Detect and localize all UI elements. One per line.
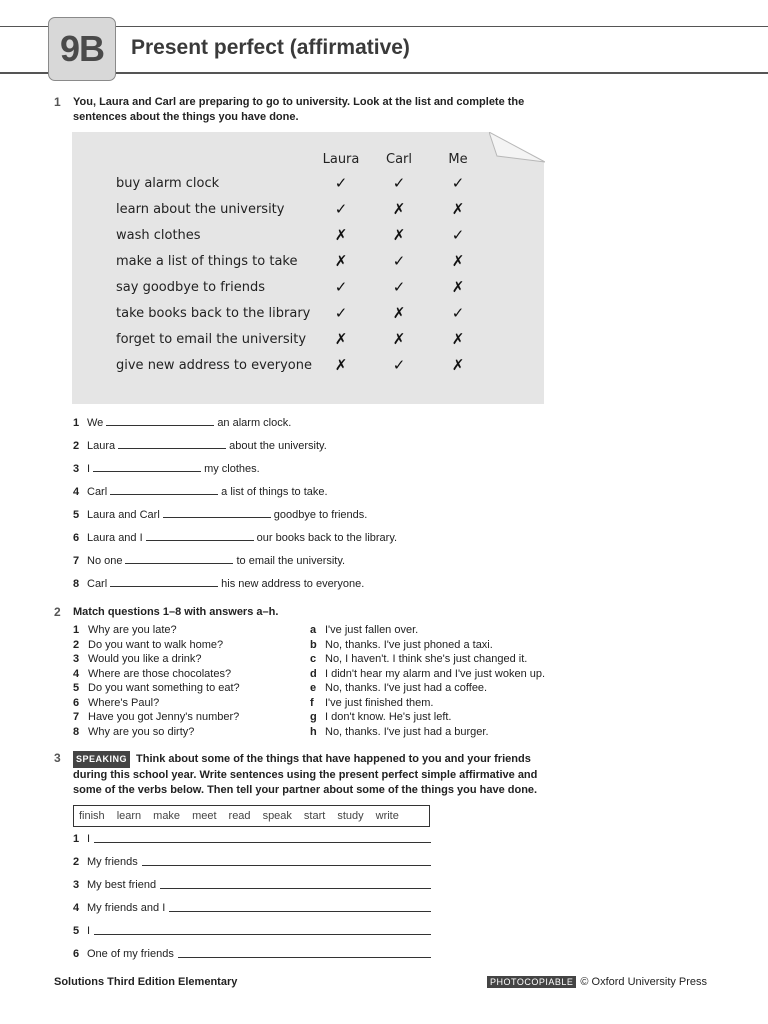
- answer-text: I've just fallen over.: [325, 624, 419, 636]
- item-number: 2: [73, 856, 80, 868]
- copyright-text: © Oxford University Press: [580, 976, 708, 988]
- cross-mark-icon: ✗: [334, 330, 348, 348]
- answer-blank[interactable]: [125, 554, 233, 564]
- question-text: Where are those chocolates?: [88, 667, 232, 680]
- sentence-start: I: [87, 463, 91, 475]
- answer-line[interactable]: [169, 902, 431, 912]
- question-item: [73, 653, 202, 665]
- verb-option: learn: [116, 810, 142, 822]
- answer-item: [310, 697, 434, 709]
- cross-mark-icon: ✗: [451, 252, 465, 270]
- question-number: 3: [73, 653, 80, 665]
- cross-mark-icon: ✗: [334, 356, 348, 374]
- answer-blank[interactable]: [110, 577, 218, 587]
- question-number: 4: [73, 667, 80, 680]
- answer-text: I've just finished them.: [325, 696, 434, 709]
- sentence-start: Carl: [87, 486, 108, 498]
- answer-blank[interactable]: [110, 485, 218, 495]
- answer-letter: h: [310, 725, 317, 738]
- answer-letter: a: [310, 624, 317, 636]
- sentence-end: to email the university.: [236, 555, 346, 567]
- sentence-row: [73, 485, 328, 501]
- question-item: [73, 697, 159, 709]
- exercise-3-number: 3: [54, 751, 61, 765]
- question-number: 5: [73, 682, 80, 694]
- check-mark-icon: ✓: [451, 304, 465, 322]
- sentence-end: his new address to everyone.: [221, 578, 365, 590]
- answer-blank[interactable]: [146, 531, 254, 541]
- cross-mark-icon: ✗: [334, 252, 348, 270]
- answer-letter: b: [310, 638, 317, 651]
- cross-mark-icon: ✗: [392, 226, 406, 244]
- answer-letter: g: [310, 711, 317, 723]
- verb-option: speak: [262, 810, 292, 822]
- check-mark-icon: ✓: [392, 252, 406, 270]
- question-item: [73, 624, 177, 636]
- check-mark-icon: ✓: [334, 200, 348, 218]
- answer-item: [310, 624, 418, 636]
- sentence-end: our books back to the library.: [256, 532, 398, 544]
- question-text: Do you want something to eat?: [88, 682, 240, 694]
- answer-text: I don't know. He's just left.: [325, 711, 452, 723]
- column-header-laura: Laura: [322, 152, 360, 167]
- answer-item: [310, 653, 527, 665]
- line-start: My best friend: [87, 879, 157, 891]
- sentence-start: Laura and Carl: [87, 509, 160, 521]
- question-number: 7: [73, 711, 80, 723]
- item-number: 6: [73, 532, 80, 544]
- writing-line: [73, 879, 431, 891]
- answer-line[interactable]: [178, 948, 431, 958]
- cross-mark-icon: ✗: [392, 200, 406, 218]
- exercise-2-number: 2: [54, 605, 61, 619]
- cross-mark-icon: ✗: [451, 200, 465, 218]
- question-item: [73, 711, 239, 723]
- check-mark-icon: ✓: [334, 278, 348, 296]
- writing-line: [73, 856, 431, 868]
- answer-blank[interactable]: [118, 439, 226, 449]
- answer-line[interactable]: [94, 925, 431, 935]
- answer-text: No, thanks. I've just phoned a taxi.: [325, 638, 493, 651]
- exercise-1-number: 1: [54, 95, 61, 109]
- item-number: 7: [73, 555, 80, 567]
- task-label: give new address to everyone: [116, 358, 312, 373]
- sentence-end: about the university.: [229, 440, 327, 452]
- answer-line[interactable]: [142, 856, 431, 866]
- answer-text: No, I haven't. I think she's just changed it.: [325, 653, 528, 665]
- question-text: Why are you so dirty?: [88, 725, 195, 738]
- exercise-3-instruction-text: Think about some of the things that have happened to you and your friends during this school year. Write sentences using the present perfect simple affirmative and some of the verbs below. Then tell your partner about some of the things you have done.: [73, 753, 538, 796]
- footer-book-title: Solutions Third Edition Elementary: [54, 976, 238, 988]
- item-number: 8: [73, 578, 80, 590]
- question-number: 6: [73, 696, 80, 709]
- sentence-start: Laura: [87, 440, 116, 452]
- sentence-row: [73, 416, 291, 432]
- task-label: make a list of things to take: [116, 254, 298, 269]
- task-label: forget to email the university: [116, 332, 307, 347]
- item-number: 4: [73, 902, 80, 914]
- cross-mark-icon: ✗: [451, 356, 465, 374]
- answer-item: [310, 726, 489, 738]
- sentence-end: goodbye to friends.: [273, 509, 368, 521]
- verb-option: meet: [192, 810, 217, 822]
- item-number: 1: [73, 417, 80, 429]
- writing-line: [73, 833, 431, 845]
- verb-option: write: [375, 810, 399, 822]
- sentence-end: an alarm clock.: [217, 417, 292, 429]
- answer-text: No, thanks. I've just had a burger.: [325, 725, 489, 738]
- answer-letter: f: [310, 696, 314, 709]
- sentence-start: Carl: [87, 578, 108, 590]
- check-mark-icon: ✓: [392, 356, 406, 374]
- cross-mark-icon: ✗: [451, 278, 465, 296]
- verb-option: start: [303, 810, 326, 822]
- check-mark-icon: ✓: [334, 304, 348, 322]
- question-item: [73, 639, 223, 651]
- speaking-badge: SPEAKING: [73, 751, 130, 768]
- task-label: say goodbye to friends: [116, 280, 266, 295]
- line-start: One of my friends: [87, 948, 174, 960]
- check-mark-icon: ✓: [451, 174, 465, 192]
- cross-mark-icon: ✗: [334, 226, 348, 244]
- check-mark-icon: ✓: [392, 174, 406, 192]
- item-number: 2: [73, 440, 80, 452]
- exercise-3-instruction: [73, 751, 568, 798]
- answer-item: [310, 682, 487, 694]
- line-start: I: [87, 833, 91, 845]
- exercise-2-instruction: Match questions 1–8 with answers a–h.: [73, 606, 279, 618]
- cross-mark-icon: ✗: [392, 304, 406, 322]
- sentence-start: Laura and I: [87, 532, 143, 544]
- cross-mark-icon: ✗: [451, 330, 465, 348]
- answer-line[interactable]: [94, 833, 431, 843]
- sentence-end: a list of things to take.: [221, 486, 328, 498]
- task-label: wash clothes: [116, 228, 201, 243]
- item-number: 4: [73, 486, 80, 498]
- unit-badge: 9B: [48, 17, 116, 81]
- check-mark-icon: ✓: [334, 174, 348, 192]
- sentence-end: my clothes.: [204, 463, 260, 475]
- exercise-1-instruction: You, Laura and Carl are preparing to go to university. Look at the list and complete the sentences about the things you have done.: [73, 96, 525, 123]
- answer-blank[interactable]: [163, 508, 271, 518]
- item-number: 3: [73, 879, 80, 891]
- check-mark-icon: ✓: [392, 278, 406, 296]
- question-number: 2: [73, 638, 80, 651]
- task-label: buy alarm clock: [116, 176, 220, 191]
- sentence-row: [73, 439, 327, 455]
- item-number: 5: [73, 509, 80, 521]
- writing-line: [73, 925, 431, 937]
- verb-option: make: [153, 810, 181, 822]
- question-text: Have you got Jenny's number?: [88, 711, 240, 723]
- sentence-row: [73, 508, 367, 524]
- column-header-carl: Carl: [386, 152, 412, 167]
- footer-copyright: [487, 976, 707, 988]
- page-title: Present perfect (affirmative): [131, 36, 410, 59]
- answer-item: [310, 639, 493, 651]
- answer-letter: d: [310, 667, 317, 680]
- question-text: Would you like a drink?: [88, 653, 202, 665]
- answer-blank[interactable]: [106, 416, 214, 426]
- question-item: [73, 668, 231, 680]
- photocopiable-badge: PHOTOCOPIABLE: [487, 976, 576, 988]
- task-label: learn about the university: [116, 202, 285, 217]
- item-number: 5: [73, 925, 80, 937]
- answer-letter: c: [310, 653, 317, 665]
- answer-letter: e: [310, 682, 317, 694]
- item-number: 1: [73, 833, 80, 845]
- writing-line: [73, 902, 431, 914]
- question-number: 1: [73, 624, 80, 636]
- question-text: Why are you late?: [88, 624, 177, 636]
- line-start: I: [87, 925, 91, 937]
- item-number: 6: [73, 948, 80, 960]
- sentence-start: No one: [87, 555, 123, 567]
- question-text: Do you want to walk home?: [88, 638, 224, 651]
- verb-option: finish: [79, 810, 105, 822]
- question-item: [73, 726, 194, 738]
- sentence-start: We: [87, 417, 104, 429]
- answer-item: [310, 711, 451, 723]
- cross-mark-icon: ✗: [392, 330, 406, 348]
- sentence-row: [73, 531, 397, 547]
- writing-line: [73, 948, 431, 960]
- column-header-me: Me: [448, 152, 468, 167]
- question-number: 8: [73, 725, 80, 738]
- answer-item: [310, 668, 545, 680]
- line-start: My friends: [87, 856, 138, 868]
- answer-line[interactable]: [160, 879, 431, 889]
- sentence-row: [73, 554, 345, 570]
- verb-box: [73, 805, 430, 827]
- question-item: [73, 682, 240, 694]
- task-label: take books back to the library: [116, 306, 311, 321]
- sentence-row: [73, 462, 260, 478]
- answer-text: I didn't hear my alarm and I've just woken up.: [325, 667, 546, 680]
- check-mark-icon: ✓: [451, 226, 465, 244]
- verb-option: read: [228, 810, 251, 822]
- sentence-row: [73, 577, 364, 593]
- note-folded-corner: [489, 132, 545, 164]
- item-number: 3: [73, 463, 80, 475]
- answer-blank[interactable]: [93, 462, 201, 472]
- verb-option: study: [337, 810, 364, 822]
- line-start: My friends and I: [87, 902, 166, 914]
- answer-text: No, thanks. I've just had a coffee.: [325, 682, 488, 694]
- question-text: Where's Paul?: [88, 696, 160, 709]
